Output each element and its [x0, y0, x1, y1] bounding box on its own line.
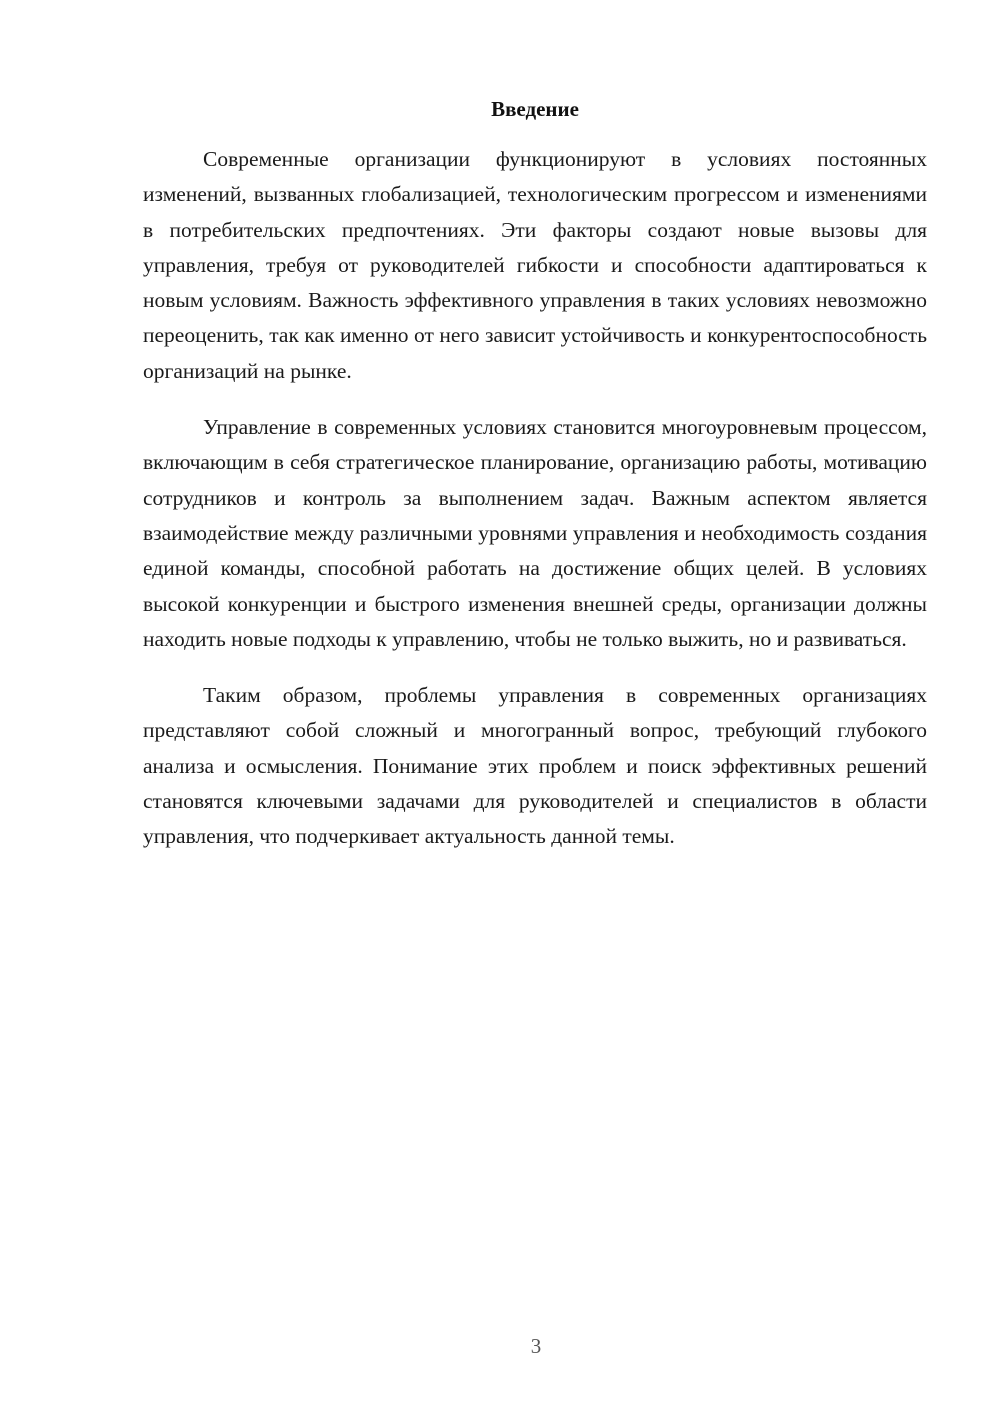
paragraph-2: Управление в современных условиях становится многоуровневым процессом, включающим в себя стратегическое планирование, организацию работы, мотивацию сотрудников и контроль за выполнением задач. Важным аспектом является взаимодействие между различными уровнями управления и необходимость создания единой команды, способной работать на достижение общих целей. В условиях высокой конкуренции и быстрого изменения внешней среды, организации должны находить новые подходы к управлению, чтобы не только выжить, но и развиваться. [143, 415, 927, 651]
paragraph-3: Таким образом, проблемы управления в современных организациях представляют собой сложный и многогранный вопрос, требующий глубокого анализа и осмысления. Понимание этих проблем и поиск эффективных решений становятся ключевыми задачами для руководителей и специалистов в области управления, что подчеркивает актуальность данной темы. [143, 683, 927, 849]
paragraph-1: Современные организации функционируют в условиях постоянных изменений, вызванных глобализацией, технологическим прогрессом и изменениями в потребительских предпочтениях. Эти факторы создают новые вызовы для управления, требуя от руководителей гибкости и способности адаптироваться к новым условиям. Важность эффективного управления в таких условиях невозможно переоценить, так как именно от него зависит устойчивость и конкурентоспособность организаций на рынке. [143, 147, 927, 383]
page-content [143, 94, 927, 876]
page-number: 3 [530, 1334, 542, 1358]
section-heading: Введение [491, 97, 579, 121]
